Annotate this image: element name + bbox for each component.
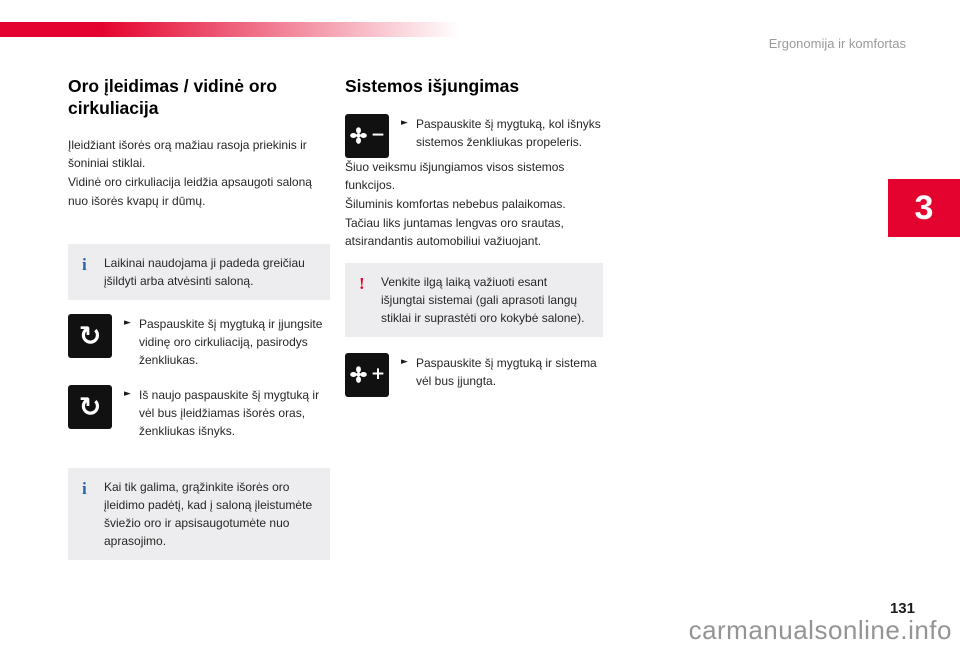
chapter-number: 3 xyxy=(914,188,934,227)
plus-icon: + xyxy=(370,364,386,385)
instruction-text xyxy=(124,315,330,369)
left-heading: Oro įleidimas / vidinė oro cirkuliacija xyxy=(68,76,278,118)
fan-minus-glyphs xyxy=(349,126,385,145)
instruction-text xyxy=(124,386,330,440)
instruction-label: Paspauskite šį mygtuką, kol išnyks sistemos ženkliukas propeleris. xyxy=(416,116,601,149)
intro-paragraph-1: Įleidžiant išorės orą mažiau rasoja priekinis ir šoniniai stiklai. xyxy=(68,137,307,171)
page-number: 131 xyxy=(889,600,915,617)
instruction-text xyxy=(401,354,603,390)
air-intake-button-icon xyxy=(68,385,112,429)
fan-minus-button-icon xyxy=(345,114,389,158)
instruction-label: Paspauskite šį mygtuką ir įjungsite vidinę oro cirkuliaciją, pasirodys ženkliukas. xyxy=(139,317,323,368)
body-paragraph-3: Tačiau liks juntamas lengvas oro srautas, atsirandantis automobiliui važiuojant. xyxy=(345,215,564,249)
chapter-tab xyxy=(888,179,960,237)
right-heading: Sistemos išjungimas xyxy=(345,76,520,96)
info-icon: i xyxy=(82,255,87,275)
warning-box-text: Venkite ilgą laiką važiuoti esant išjungtai sistemai (gali aprasoti langų stiklai ir suprastėti oro kokybė salone). xyxy=(381,274,585,325)
watermark-text: carmanualsonline.info xyxy=(688,615,952,645)
instruction-row-system-on xyxy=(345,353,603,397)
recirculation-arrows-icon: ↻ xyxy=(78,391,102,423)
instruction-row-recirculation-off xyxy=(68,385,330,440)
right-column xyxy=(345,76,603,397)
instruction-row-system-off xyxy=(345,114,603,158)
body-paragraph-1: Šiuo veiksmu išjungiamos visos sistemos funkcijos. xyxy=(345,159,565,193)
fan-plus-glyphs xyxy=(349,365,385,384)
info-box-fresh-air xyxy=(68,468,330,560)
fan-icon xyxy=(349,126,368,145)
fan-plus-button-icon xyxy=(345,353,389,397)
intro-paragraph-2: Vidinė oro cirkuliacija leidžia apsaugoti saloną nuo išorės kvapų ir dūmų. xyxy=(68,174,312,208)
section-header-label: Ergonomija ir komfortas xyxy=(768,36,906,51)
left-column xyxy=(68,76,330,560)
warning-box-system-off xyxy=(345,263,603,337)
info-box-text: Kai tik galima, grąžinkite išorės oro įleidimo padėtį, kad į saloną įleistumėte šviežio oro ir apsisaugotumėte nuo aprasojimo. xyxy=(104,480,313,549)
info-box-temporary-use xyxy=(68,244,330,300)
instruction-row-recirculation-on xyxy=(68,314,330,369)
instruction-label: Paspauskite šį mygtuką ir sistema vėl bus įjungta. xyxy=(416,355,597,388)
instruction-label: Iš naujo paspauskite šį mygtuką ir vėl bus įleidžiamas išorės oras, ženkliukas išnyks. xyxy=(139,388,320,439)
instruction-text xyxy=(401,115,603,151)
instruction-arrow-icon: ► xyxy=(124,389,131,400)
instruction-arrow-icon: ► xyxy=(124,318,131,329)
instruction-arrow-icon: ► xyxy=(401,356,408,367)
fan-icon xyxy=(349,365,368,384)
info-box-text: Laikinai naudojama ji padeda greičiau įšildyti arba atvėsinti saloną. xyxy=(104,256,305,289)
body-paragraph-2: Šiluminis komfortas nebebus palaikomas. xyxy=(345,197,566,212)
air-recirculation-button-icon xyxy=(68,314,112,358)
instruction-arrow-icon: ► xyxy=(401,117,408,128)
recirculation-arrows-icon: ↻ xyxy=(78,320,102,352)
red-gradient-bar xyxy=(0,22,460,37)
info-icon: i xyxy=(82,479,87,499)
warning-icon: ! xyxy=(359,273,365,293)
minus-icon: − xyxy=(370,125,386,146)
